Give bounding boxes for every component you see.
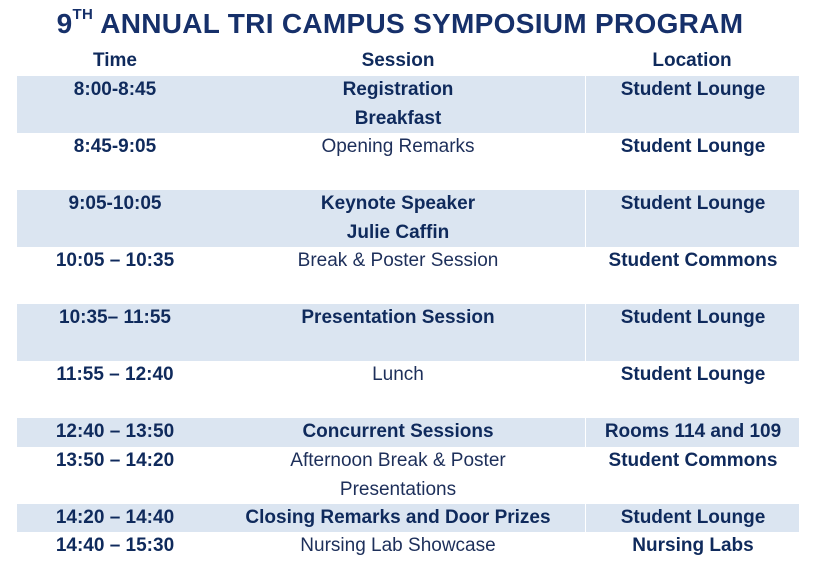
row-session bbox=[213, 532, 583, 561]
header-time: Time bbox=[92, 50, 137, 71]
row-session-line: Breakfast bbox=[354, 107, 442, 129]
row-session-line: Afternoon Break & Poster bbox=[290, 450, 506, 471]
table-header bbox=[17, 50, 799, 76]
row-location: Rooms 114 and 109 bbox=[585, 418, 800, 447]
table-row bbox=[17, 361, 799, 418]
row-session bbox=[213, 361, 583, 418]
table-row bbox=[17, 247, 799, 304]
row-location: Student Lounge bbox=[585, 304, 800, 361]
row-session bbox=[213, 190, 583, 247]
row-time: 13:50 – 14:20 bbox=[55, 450, 175, 471]
table-row bbox=[17, 504, 799, 532]
row-location: Nursing Labs bbox=[585, 532, 800, 561]
table-row bbox=[17, 418, 799, 447]
row-time: 8:00-8:45 bbox=[73, 79, 157, 100]
row-session bbox=[213, 76, 583, 133]
row-location: Student Lounge bbox=[585, 76, 800, 133]
row-session bbox=[213, 447, 583, 504]
row-session-line: Presentations bbox=[339, 478, 457, 500]
table-row bbox=[17, 532, 799, 561]
table-row bbox=[17, 304, 799, 361]
row-location: Student Lounge bbox=[585, 504, 800, 532]
table-row bbox=[17, 76, 799, 133]
row-location: Student Commons bbox=[585, 247, 800, 304]
header-session: Session bbox=[361, 50, 435, 71]
row-session bbox=[213, 304, 583, 361]
row-session-line: Opening Remarks bbox=[321, 136, 475, 157]
row-session-line: Presentation Session bbox=[301, 307, 495, 328]
title-ordinal-suffix: TH bbox=[72, 6, 94, 23]
table-row bbox=[17, 447, 799, 504]
row-time: 11:55 – 12:40 bbox=[56, 364, 174, 385]
title-number: 9 bbox=[56, 8, 73, 39]
row-session-line: Closing Remarks and Door Prizes bbox=[245, 507, 551, 528]
row-session bbox=[213, 504, 583, 532]
row-time: 10:35– 11:55 bbox=[59, 307, 171, 328]
row-time: 14:20 – 14:40 bbox=[55, 507, 175, 528]
row-session-line: Nursing Lab Showcase bbox=[300, 535, 496, 556]
row-time: 9:05-10:05 bbox=[68, 193, 162, 214]
row-session-line: Keynote Speaker bbox=[320, 193, 476, 214]
row-session bbox=[213, 133, 583, 190]
schedule-table bbox=[17, 76, 799, 561]
row-session-line: Registration bbox=[342, 79, 454, 100]
title-text: ANNUAL TRI CAMPUS SYMPOSIUM PROGRAM bbox=[100, 8, 744, 39]
row-session-line: Julie Caffin bbox=[346, 221, 450, 243]
row-session-line: Concurrent Sessions bbox=[302, 421, 494, 442]
row-time: 8:45-9:05 bbox=[73, 136, 157, 157]
row-location: Student Lounge bbox=[585, 133, 800, 190]
row-time: 12:40 – 13:50 bbox=[55, 421, 175, 442]
row-session-line: Lunch bbox=[372, 364, 424, 385]
row-time: 10:05 – 10:35 bbox=[55, 250, 175, 271]
row-session-line: Break & Poster Session bbox=[297, 250, 499, 271]
row-location: Student Lounge bbox=[585, 361, 800, 418]
row-time: 14:40 – 15:30 bbox=[55, 535, 175, 556]
row-session bbox=[213, 418, 583, 447]
page-title bbox=[0, 8, 800, 40]
row-session bbox=[213, 247, 583, 304]
table-row bbox=[17, 190, 799, 247]
row-location: Student Commons bbox=[585, 447, 800, 504]
table-row bbox=[17, 133, 799, 190]
row-location: Student Lounge bbox=[585, 190, 800, 247]
header-location: Location bbox=[652, 50, 732, 71]
